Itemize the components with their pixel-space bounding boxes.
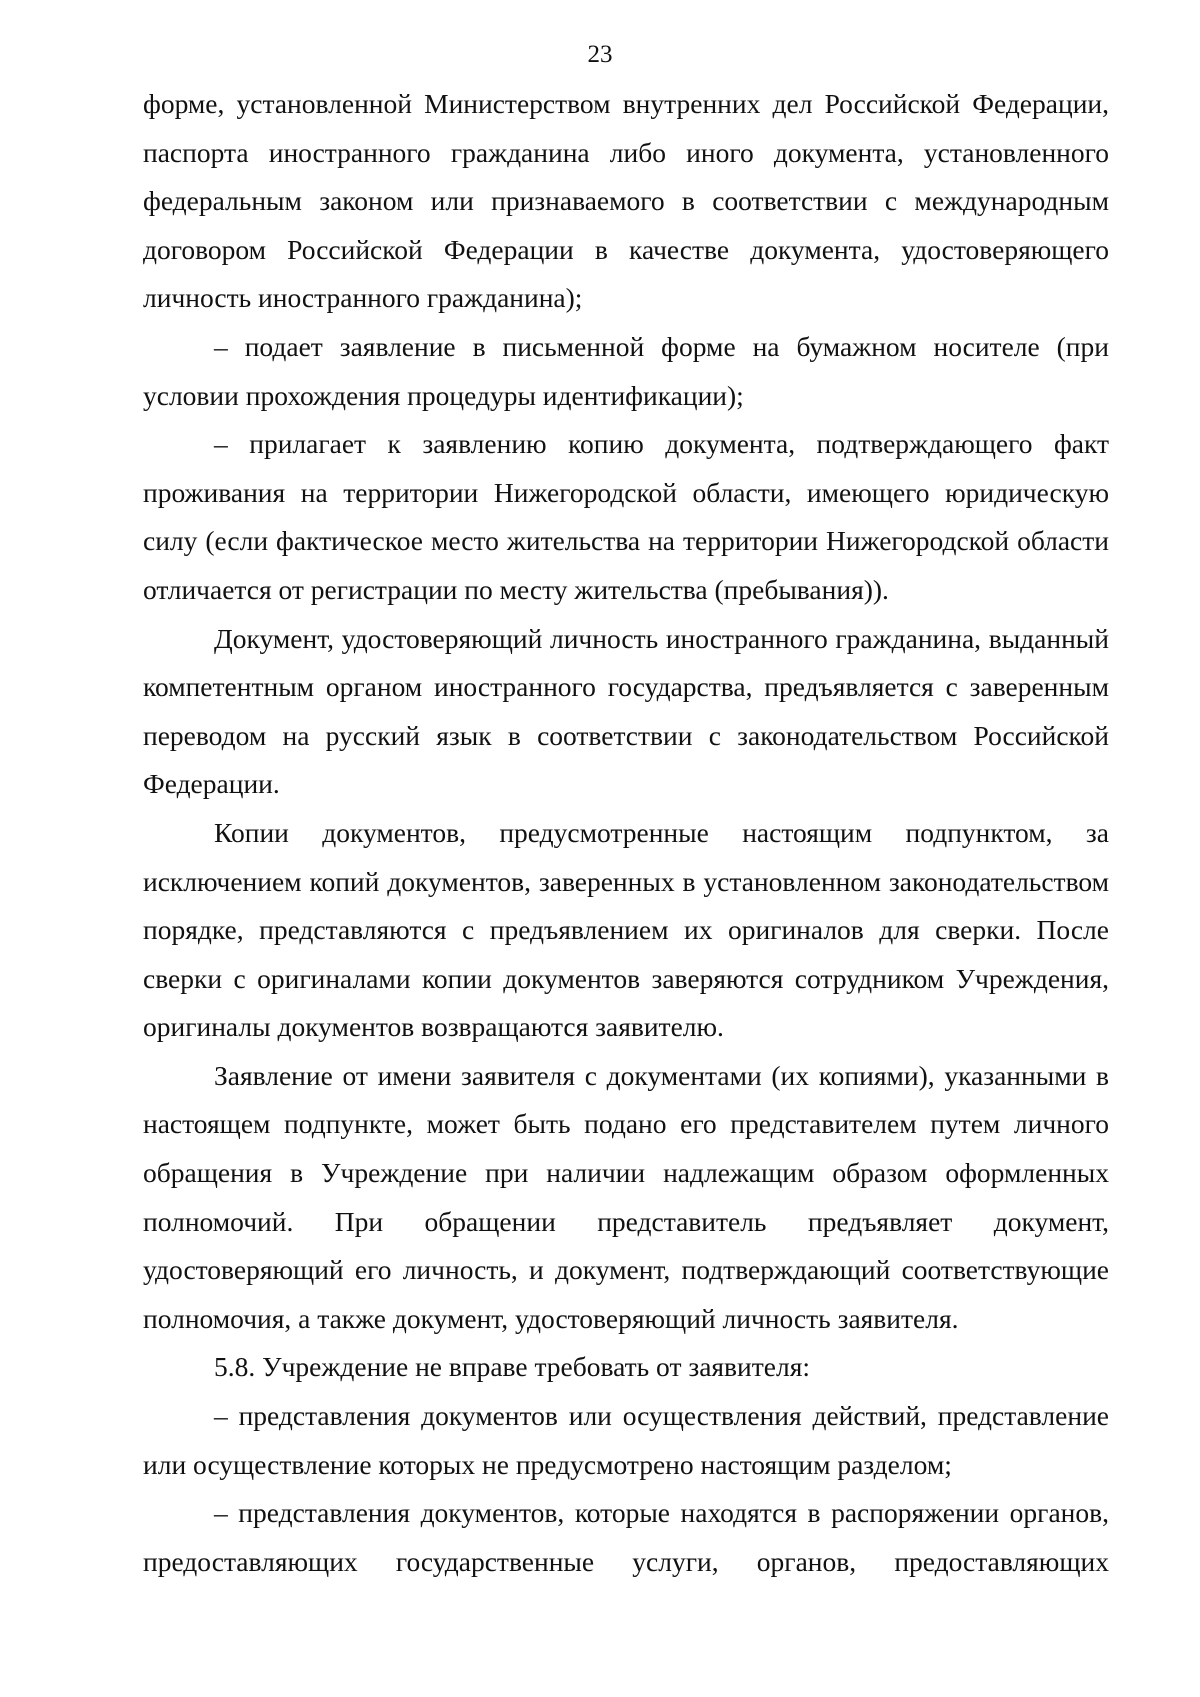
paragraph-attach-residence-proof: – прилагает к заявлению копию документа, подтверждающего факт проживания на территории Нижегородской области, имеющего юридическую силу (если фактическое место жительства на территории Нижегородской области отличается от регистрации по месту жительства (пребывания)). [143,428,1109,605]
paragraph-section-5-8: 5.8. Учреждение не вправе требовать от заявителя: [214,1351,810,1383]
page-number: 23 [587,41,613,68]
paragraph-continuation: форме, установленной Министерством внутренних дел Российской Федерации, паспорта иностранного гражданина либо иного документа, установленного федеральным законом или признаваемого в соответствии с международным договором Российской Федерации в качестве документа, удостоверяющего личность иностранного гражданина); [143,88,1109,314]
paragraph-not-required-actions: – представления документов или осуществления действий, представление или осуществление которых не предусмотрено настоящим разделом; [143,1400,1109,1480]
paragraph-representative: Заявление от имени заявителя с документами (их копиями), указанными в настоящем подпункте, может быть подано его представителем путем личного обращения в Учреждение при наличии надлежащим образом оформленных полномочий. При обращении представитель предъявляет документ, удостоверяющий его личность, и документ, подтверждающий соответствующие полномочия, а также документ, удостоверяющий личность заявителя. [143,1059,1109,1334]
paragraph-document-copies: Копии документов, предусмотренные настоящим подпунктом, за исключением копий документов, заверенных в установленном законодательством порядке, представляются с предъявлением их оригиналов для сверки. После сверки с оригиналами копии документов заверяются сотрудником Учреждения, оригиналы документов возвращаются заявителю. [143,816,1109,1043]
paragraph-submit-application: – подает заявление в письменной форме на бумажном носителе (при условии прохождения процедуры идентификации); [143,330,1109,411]
paragraph-foreign-document-translation: Документ, удостоверяющий личность иностранного гражданина, выданный компетентным органом иностранного государства, предъявляется с заверенным переводом на русский язык в соответствии с законодательством Российской Федерации. [143,622,1109,800]
paragraph-documents-in-possession: – представления документов, которые находятся в распоряжении органов, предоставляющих государственные услуги, органов, предоставляющих [143,1497,1109,1577]
body-text [143,80,1109,1586]
